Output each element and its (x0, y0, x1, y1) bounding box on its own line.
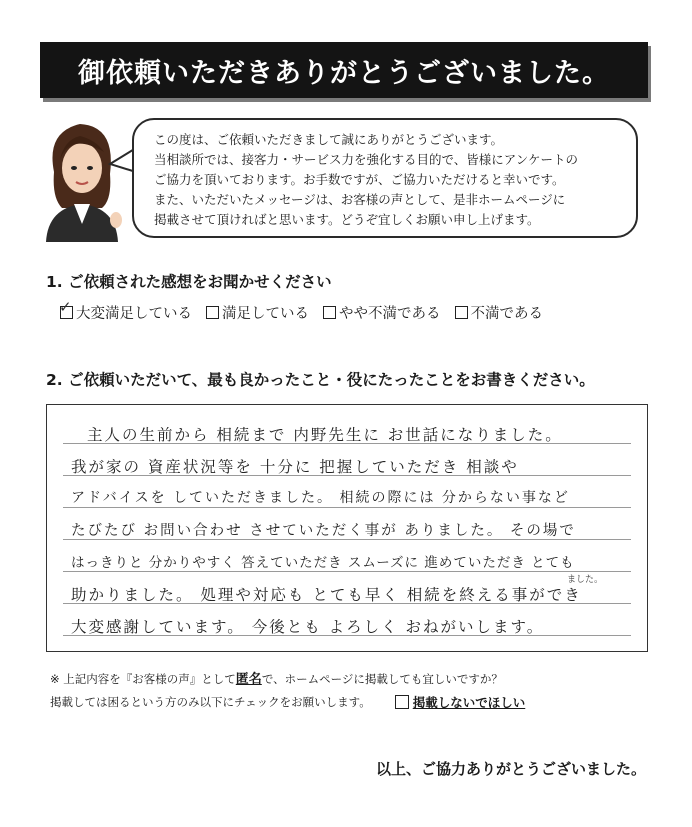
publish-instruction (50, 693, 525, 711)
answer-line: 我が家の 資産状況等を 十分に 把握していただき 相談や (71, 458, 519, 476)
inserted-correction: ました。 (567, 575, 604, 585)
check-mark-icon: ✓ (59, 298, 72, 316)
checkbox-very-satisfied[interactable] (59, 298, 73, 319)
note-suffix: で、ホームページに掲載しても宜しいですか？ (261, 672, 503, 686)
intro-line: ご協力を頂いております。お手数ですが、ご協力いただけると幸いです。 (154, 172, 565, 187)
intro-line: 当相談所では、接客力・サービス力を強化する目的で、皆様にアンケートの (154, 152, 579, 167)
answer-line: たびたび お問い合わせ させていただく事が ありました。 その場で (71, 523, 576, 539)
question-1-title: 1. ご依頼された感想をお聞かせください (46, 273, 332, 291)
ruled-line (63, 507, 631, 508)
option-label: 満足している (222, 306, 309, 322)
checkbox-satisfied[interactable] (206, 306, 219, 319)
page-title: 御依頼いただきありがとうございました。 (78, 57, 610, 89)
option-do-not-publish[interactable] (395, 693, 526, 711)
intro-message-bubble (132, 118, 638, 238)
note-prefix: ※ 上記内容を『お客様の声』として (50, 672, 236, 686)
answer-line: 助かりました。 処理や対応も とても早く 相続を終える事ができ (71, 586, 582, 604)
option-dissatisfied[interactable] (455, 302, 544, 323)
intro-line: 掲載させて頂ければと思います。どうぞ宜しくお願い申し上げます。 (154, 212, 540, 227)
page-title-banner (40, 42, 648, 98)
do-not-publish-label: 掲載しないでほしい (412, 695, 526, 710)
intro-line: この度は、ご依頼いただきまして誠にありがとうございます。 (154, 132, 504, 147)
ruled-line (63, 571, 631, 572)
option-label: やや不満である (339, 306, 441, 322)
checkbox-do-not-publish[interactable] (395, 695, 409, 709)
publish-question-note (50, 668, 503, 687)
option-label: 大変満足している (76, 306, 192, 322)
question-2-title: 2. ご依頼いただいて、最も良かったこと・役にたったことをお書きください。 (46, 371, 595, 389)
answer-line: はっきりと 分かりやすく 答えていただき スムーズに 進めていただき とても (71, 555, 575, 571)
handwritten-answer-box (46, 404, 648, 652)
answer-line: アドバイスを していただきました。 相続の際には 分からない事など (71, 490, 570, 506)
closing-message: 以上、ご協力ありがとうございました。 (375, 760, 646, 778)
anonymous-label: 匿名 (235, 672, 262, 687)
checkbox-somewhat-dissatisfied[interactable] (323, 306, 336, 319)
option-label: 不満である (470, 306, 543, 322)
option-very-satisfied[interactable] (59, 298, 192, 323)
intro-line: また、いただいたメッセージは、お客様の声として、是非ホームページに (154, 192, 566, 207)
checkbox-dissatisfied[interactable] (455, 306, 468, 319)
option-somewhat-dissatisfied[interactable] (323, 302, 441, 323)
instruction-text: 掲載しては困るという方のみ以下にチェックをお願いします。 (50, 695, 371, 709)
answer-line: 主人の生前から 相続まで 内野先生に お世話になりました。 (87, 426, 563, 444)
answer-line: 大変感謝しています。 今後とも よろしく おねがいします。 (71, 618, 545, 636)
option-satisfied[interactable] (206, 302, 309, 323)
satisfaction-options (59, 298, 543, 323)
